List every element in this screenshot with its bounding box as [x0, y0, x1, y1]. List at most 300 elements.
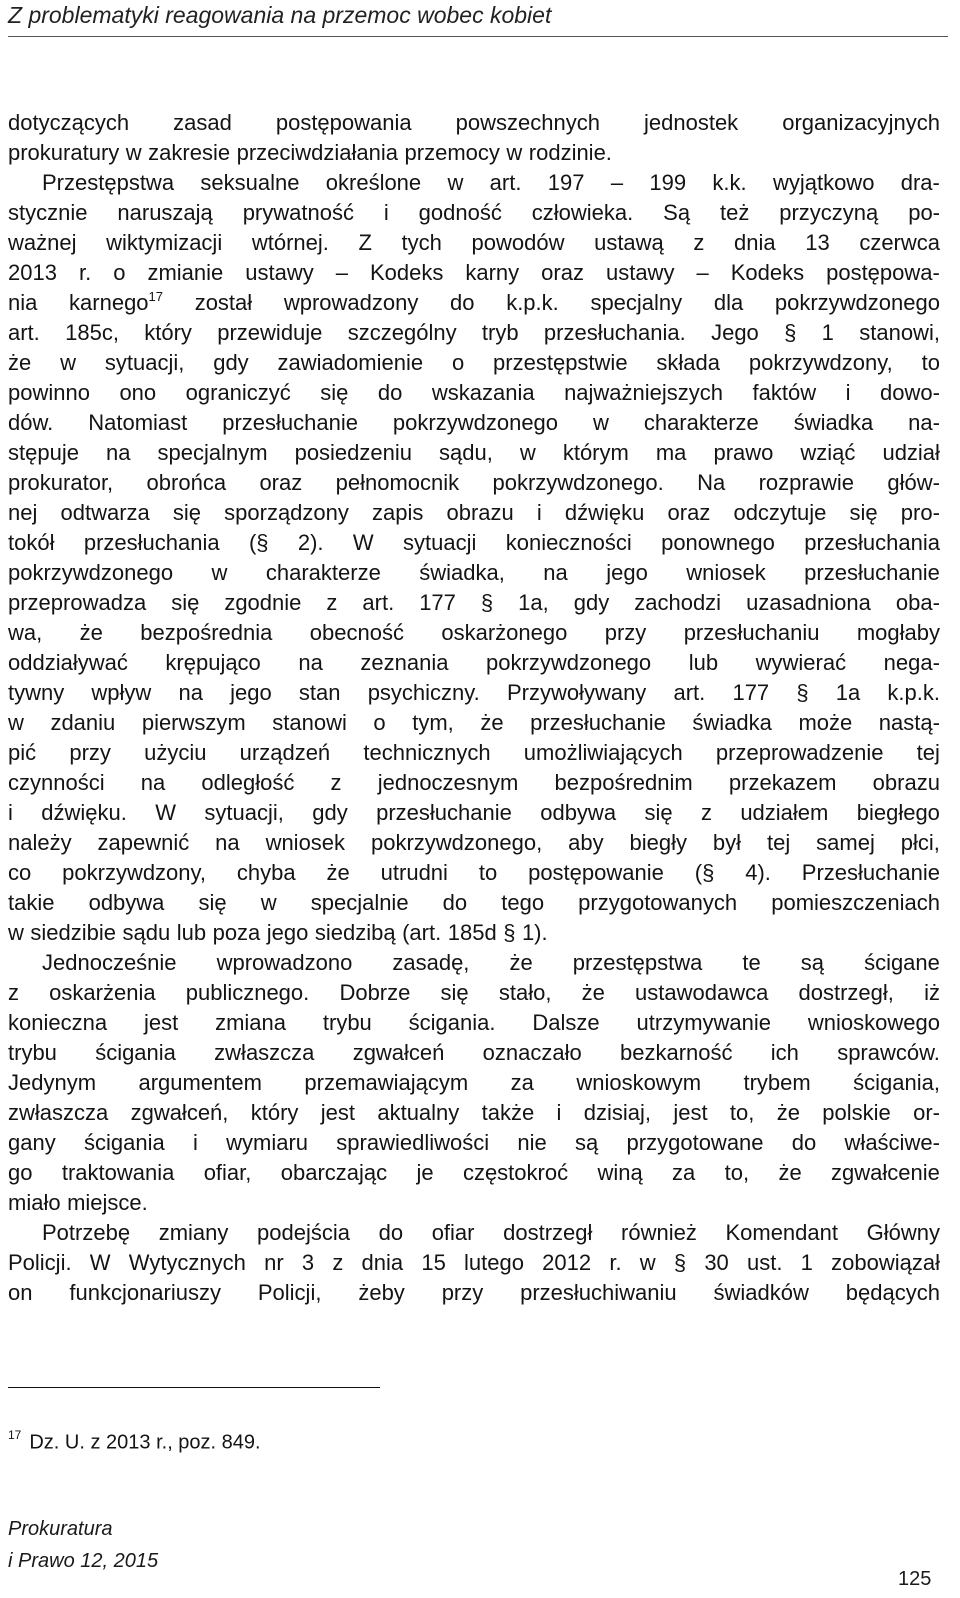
word: pokrzywdzonego, — [370, 830, 543, 855]
text-line — [8, 258, 940, 288]
word: dnia — [734, 230, 776, 255]
word: są — [800, 950, 825, 975]
text-line — [8, 918, 940, 948]
word: pokrzywdzonego — [774, 290, 940, 315]
word: przy — [441, 1280, 484, 1305]
word: k.p.k. — [506, 290, 559, 315]
word: ścigania. — [408, 1010, 496, 1035]
word: naruszają — [117, 200, 213, 225]
word: oddziaływać — [8, 650, 128, 675]
word: funkcjonariuszy — [69, 1280, 221, 1305]
word: stycznie — [8, 200, 88, 225]
word: przygotowane — [626, 1130, 764, 1155]
text-line — [8, 1098, 940, 1128]
word: krępująco — [165, 650, 261, 675]
word: przesłuchanie — [804, 560, 940, 585]
word: pokrzywdzony, — [62, 860, 207, 885]
word: był — [712, 830, 742, 855]
word: 1 — [821, 320, 834, 345]
word: na — [178, 680, 203, 705]
word: oznaczało — [482, 1040, 582, 1065]
word: przesłuchanie — [530, 710, 666, 735]
word: najważniejszych — [564, 380, 724, 405]
word: specjalny — [590, 290, 683, 315]
word: psychiczny. — [367, 680, 480, 705]
word: stanowi — [272, 710, 347, 735]
word: Dalsze — [532, 1010, 600, 1035]
word: ograniczyć — [185, 380, 291, 405]
word: 1a — [835, 680, 861, 705]
word: w — [592, 410, 609, 435]
word: 2013 — [8, 260, 57, 285]
word: takie — [8, 890, 55, 915]
word: o — [373, 710, 386, 735]
word: do — [791, 1130, 817, 1155]
word: świadka — [793, 410, 874, 435]
text-line — [8, 888, 940, 918]
word: czerwca — [859, 230, 940, 255]
word: podejścia — [257, 1220, 350, 1245]
word: wskazania — [431, 380, 535, 405]
word: dzisiaj, — [583, 1100, 652, 1125]
word: technicznych — [363, 740, 491, 765]
word: ma — [655, 440, 687, 465]
word: 185d — [447, 920, 497, 945]
word: sytuacji, — [104, 350, 185, 375]
word: w — [639, 1250, 656, 1275]
text-line — [8, 168, 940, 198]
word: przemocy — [404, 140, 500, 165]
word: z — [700, 800, 712, 825]
word: udziałem — [740, 800, 829, 825]
word: i — [192, 1130, 198, 1155]
text-line — [8, 588, 940, 618]
word: utrzymywanie — [636, 1010, 771, 1035]
word: nega- — [883, 650, 940, 675]
word: zapewnić — [97, 830, 190, 855]
word: biegły — [629, 830, 687, 855]
word: się — [172, 500, 202, 525]
word: urządzeń — [239, 740, 331, 765]
word: dostrzegł — [503, 1220, 593, 1245]
text-line — [8, 108, 940, 138]
word: Przywoływany — [506, 680, 647, 705]
word: i — [556, 1100, 562, 1125]
word: or- — [913, 1100, 940, 1125]
text-line — [8, 288, 940, 318]
word: Przesłuchanie — [801, 860, 940, 885]
word: Jego — [711, 320, 759, 345]
word: seksualne — [200, 170, 300, 195]
word: je — [416, 1160, 434, 1185]
word: zawiadomienie — [277, 350, 424, 375]
word: powinno — [8, 380, 90, 405]
word: dra- — [900, 170, 940, 195]
word: (§ — [694, 860, 715, 885]
word: 2). — [297, 530, 324, 555]
word: Dobrze — [339, 980, 411, 1005]
footnote-17 — [8, 1425, 261, 1455]
word: 185c, — [65, 320, 119, 345]
word: się — [198, 890, 227, 915]
word: za — [510, 1070, 534, 1095]
word: częstokroć — [462, 1160, 569, 1185]
word: gdy — [213, 350, 249, 375]
word: mogłaby — [856, 620, 940, 645]
word: jego — [230, 680, 272, 705]
word: głów- — [887, 470, 940, 495]
word: prawo — [713, 440, 774, 465]
word: do — [378, 1220, 404, 1245]
word: oba- — [895, 590, 940, 615]
word: – — [610, 170, 624, 195]
word: ofiar — [431, 1220, 475, 1245]
word: dostrzegł, — [798, 980, 894, 1005]
word: zmiana — [215, 1010, 286, 1035]
word: szczególny — [347, 320, 457, 345]
word: zapis — [372, 500, 424, 525]
word: wiktymizacji — [106, 230, 223, 255]
word: że — [480, 710, 504, 735]
word: 13 — [805, 230, 830, 255]
word: posiedzeniu — [294, 440, 413, 465]
word: tywny — [8, 680, 65, 705]
word: pokrzywdzonego. — [492, 470, 664, 495]
word: pokrzywdzonego — [392, 410, 559, 435]
word: czynności — [8, 770, 105, 795]
word: ważnej — [8, 230, 77, 255]
word: 15 — [421, 1250, 446, 1275]
word: przekazem — [728, 770, 837, 795]
word: zmianie — [147, 260, 224, 285]
word: oraz — [541, 260, 584, 285]
word: pokrzywdzonego — [8, 560, 174, 585]
word: i — [536, 500, 542, 525]
word: poza — [212, 920, 261, 945]
word: jego — [266, 920, 309, 945]
word: trybem — [743, 1070, 811, 1095]
word: nastą- — [878, 710, 940, 735]
word: siedzibie — [30, 920, 116, 945]
word: po- — [908, 200, 940, 225]
word: ust. — [747, 1250, 783, 1275]
word: Policji, — [257, 1280, 322, 1305]
word: użyciu — [144, 740, 207, 765]
word: sprawców. — [837, 1040, 940, 1065]
word: odbywa — [540, 800, 617, 825]
word: świadków — [713, 1280, 809, 1305]
word: Komendant — [725, 1220, 838, 1245]
article-body — [8, 108, 940, 1308]
word: 177 — [419, 590, 456, 615]
word: wa, — [8, 620, 43, 645]
text-line — [8, 198, 940, 228]
word: charakterze — [265, 560, 381, 585]
word: przeprowadza — [8, 590, 147, 615]
word: że — [776, 1100, 800, 1125]
text-line — [8, 1278, 940, 1308]
word: (art. — [402, 920, 442, 945]
word: przemawiającym — [304, 1070, 469, 1095]
paragraph — [8, 108, 940, 948]
text-line — [8, 348, 940, 378]
word: pro- — [900, 500, 940, 525]
word: przestępstwa — [572, 950, 703, 975]
word: specjalnie — [310, 890, 409, 915]
word: stępuje — [8, 440, 79, 465]
word: ścigania, — [853, 1070, 940, 1095]
word: że — [79, 620, 103, 645]
word: się — [849, 500, 878, 525]
word: który — [250, 1100, 299, 1125]
word: który — [144, 320, 192, 345]
word: lub — [176, 920, 207, 945]
word: oskarżonego — [441, 620, 568, 645]
word: że — [509, 950, 533, 975]
word: dźwięku. — [41, 800, 127, 825]
text-line — [8, 648, 940, 678]
word: karnego$^{17}$ — [69, 288, 164, 315]
word: tej — [766, 830, 791, 855]
paragraph — [8, 948, 940, 1218]
word: 30 — [704, 1250, 729, 1275]
word: się — [644, 800, 673, 825]
word: lutego — [464, 1250, 524, 1275]
word: określone — [325, 170, 422, 195]
word: W — [352, 530, 374, 555]
word: siedzibą — [314, 920, 396, 945]
word: i — [383, 200, 389, 225]
word: Przestępstwa — [42, 170, 175, 195]
word: prokuratury — [8, 140, 120, 165]
word: samej — [816, 830, 875, 855]
text-line — [8, 228, 940, 258]
word: miejsce. — [67, 1190, 148, 1215]
word: z — [693, 230, 705, 255]
word: gdy — [312, 800, 348, 825]
word: bezpośrednim — [554, 770, 693, 795]
text-line — [8, 828, 940, 858]
word: Na — [697, 470, 726, 495]
word: odbywa — [88, 890, 165, 915]
word: też — [719, 200, 750, 225]
word: wtórnej. — [251, 230, 329, 255]
word: wprowadzony — [283, 290, 419, 315]
word: tym, — [412, 710, 454, 735]
word: do — [377, 380, 403, 405]
word: tryb — [481, 320, 519, 345]
word: stało, — [498, 980, 552, 1005]
text-line — [8, 1218, 940, 1248]
word: wniosek — [265, 830, 346, 855]
word: są — [575, 1130, 599, 1155]
word: się — [171, 590, 200, 615]
text-line — [8, 1038, 940, 1068]
footnote-separator — [8, 1387, 380, 1388]
word: W — [89, 1250, 111, 1275]
word: powodów — [471, 230, 565, 255]
word: zgodnie — [224, 590, 302, 615]
word: wprowadzono — [216, 950, 353, 975]
text-line — [8, 1008, 940, 1038]
word: nr — [264, 1250, 284, 1275]
word: ustawodawca — [635, 980, 769, 1005]
word: go — [8, 1160, 33, 1185]
word: prokurator, — [8, 470, 114, 495]
word: obrazu — [446, 500, 514, 525]
word: świadka, — [419, 560, 505, 585]
word: na — [105, 440, 131, 465]
word: nej — [8, 500, 38, 525]
journal-issue: i Prawo 12, 2015 — [8, 1550, 159, 1572]
word: Jedynym — [8, 1070, 97, 1095]
word: trybu — [322, 1010, 372, 1035]
word: zobowiązał — [831, 1250, 940, 1275]
word: jest — [320, 1100, 356, 1125]
text-line — [8, 438, 940, 468]
word: dowo- — [879, 380, 940, 405]
word: ponownego — [661, 530, 775, 555]
word: sądu — [122, 920, 171, 945]
journal-name: Prokuratura — [8, 1518, 113, 1540]
text-line — [8, 768, 940, 798]
journal-footer — [8, 1513, 158, 1577]
word: stan — [298, 680, 341, 705]
word: sytuacji, — [204, 800, 284, 825]
word: Jednocześnie — [42, 950, 177, 975]
word: w — [8, 920, 24, 945]
word: składa — [656, 350, 721, 375]
text-line — [8, 318, 940, 348]
word: aktualny — [377, 1100, 460, 1125]
word: z — [8, 980, 19, 1005]
word: Główny — [866, 1220, 940, 1245]
word: w — [60, 350, 76, 375]
word: lub — [688, 650, 719, 675]
word: 1 — [800, 1250, 813, 1275]
word: w — [211, 560, 228, 585]
word: do — [442, 890, 468, 915]
word: bezkarność — [620, 1040, 733, 1065]
word: i — [845, 380, 851, 405]
word: r. — [78, 260, 92, 285]
word: ustawy — [605, 260, 675, 285]
word: konieczności — [505, 530, 632, 555]
word: z — [330, 770, 342, 795]
word: na — [215, 830, 240, 855]
word: na- — [908, 410, 940, 435]
word: należy — [8, 830, 72, 855]
word: 1). — [521, 920, 548, 945]
text-line — [8, 408, 940, 438]
word: tego — [501, 890, 545, 915]
word: przesłuchania. — [543, 320, 686, 345]
word: świadka — [692, 710, 772, 735]
word: może — [798, 710, 853, 735]
word: argumentem — [138, 1070, 262, 1095]
word: Wytycznych — [128, 1250, 246, 1275]
word: którym — [562, 440, 629, 465]
word: traktowania — [61, 1160, 175, 1185]
word: iż — [924, 980, 940, 1005]
word: gdy — [573, 590, 610, 615]
word: § — [503, 920, 516, 945]
text-line — [8, 618, 940, 648]
word: przesłuchania — [804, 530, 940, 555]
word: k.k. — [712, 170, 747, 195]
word: się — [320, 380, 349, 405]
word: że — [581, 980, 605, 1005]
word: Kodeks — [369, 260, 444, 285]
word: właściwe- — [844, 1130, 940, 1155]
word: nia — [8, 290, 38, 315]
word: prywatność — [242, 200, 354, 225]
word: 1a, — [518, 590, 549, 615]
word: z — [326, 590, 338, 615]
word: przesłuchiwaniu — [520, 1280, 677, 1305]
word: także — [481, 1100, 535, 1125]
word: przewiduje — [217, 320, 323, 345]
word: w — [506, 140, 523, 165]
word: Kodeks — [730, 260, 805, 285]
word: zasadę, — [392, 950, 470, 975]
word: oskarżenia — [49, 980, 156, 1005]
word: aby — [568, 830, 604, 855]
word: karny — [465, 260, 520, 285]
word: zakresie — [148, 140, 231, 165]
word: ono — [119, 380, 157, 405]
word: przy — [604, 620, 647, 645]
word: biegłego — [856, 800, 940, 825]
word: jednoczesnym — [377, 770, 519, 795]
word: co — [8, 860, 32, 885]
word: oraz — [667, 500, 711, 525]
word: zdaniu — [50, 710, 116, 735]
word: wziąć — [800, 440, 856, 465]
word: zasad — [173, 110, 232, 135]
word: zmiany — [158, 1220, 229, 1245]
paragraph — [8, 1218, 940, 1308]
word: te — [742, 950, 761, 975]
word: postępowa- — [826, 260, 940, 285]
word: wywierać — [755, 650, 847, 675]
word: został — [194, 290, 253, 315]
word: art. — [489, 170, 522, 195]
word: trybu — [8, 1040, 57, 1065]
word: pokrzywdzonego — [486, 650, 652, 675]
word: pełnomocnik — [335, 470, 460, 495]
text-line — [8, 798, 940, 828]
word: Z — [358, 230, 372, 255]
text-line — [8, 558, 940, 588]
word: Natomiast — [88, 410, 188, 435]
word: art. — [362, 590, 395, 615]
word: zachodzi — [634, 590, 722, 615]
word: człowieka. — [531, 200, 634, 225]
word: pierwszym — [141, 710, 246, 735]
word: 199 — [649, 170, 687, 195]
footnote-text: Dz. U. z 2013 r., poz. 849. — [29, 1431, 261, 1454]
word: przesłuchaniu — [683, 620, 820, 645]
word: powszechnych — [455, 110, 600, 135]
word: organizacyjnych — [782, 110, 940, 135]
word: Są — [663, 200, 691, 225]
text-line — [8, 498, 940, 528]
word: 177 — [732, 680, 770, 705]
word: przeciwdziałania — [236, 140, 399, 165]
word: nie — [517, 1130, 547, 1155]
text-line — [8, 378, 940, 408]
